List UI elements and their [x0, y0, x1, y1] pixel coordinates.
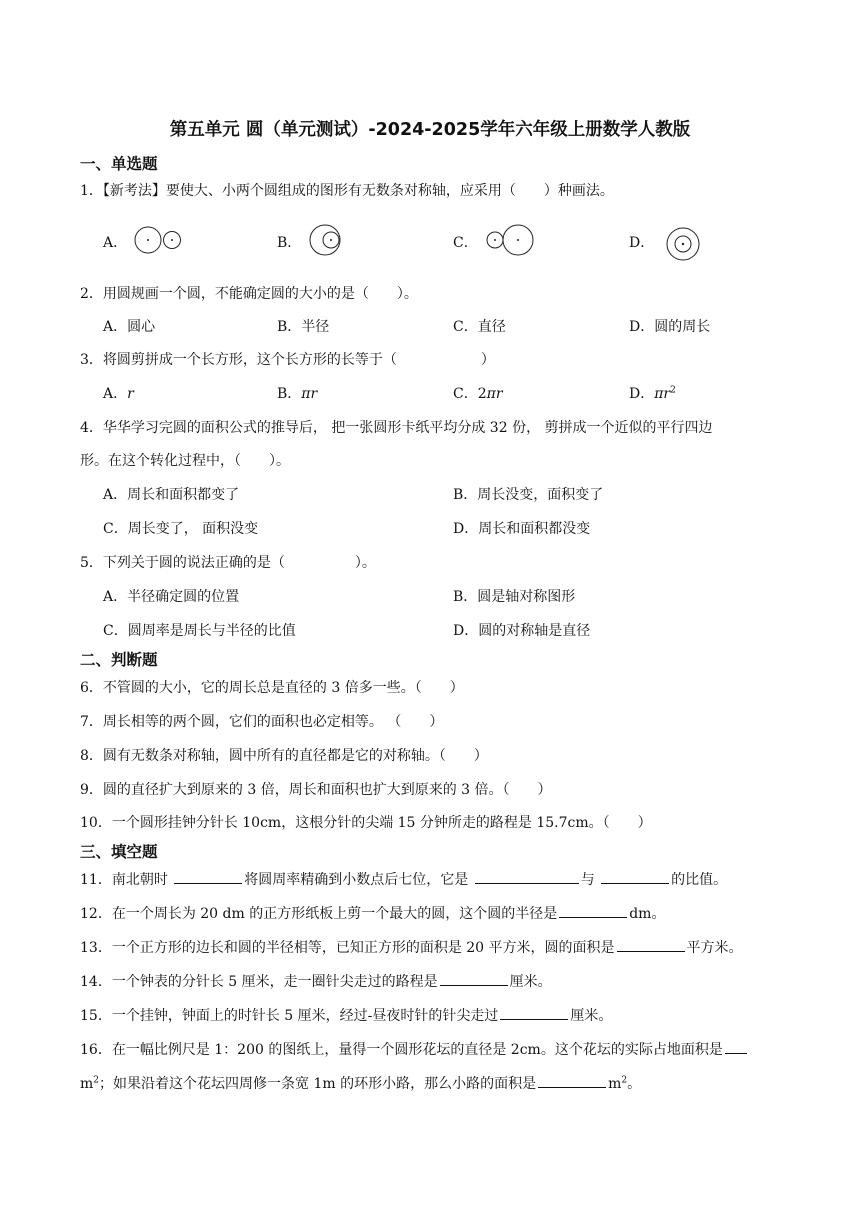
q3-option-c-coefficient: 2: [477, 386, 487, 402]
q15-text-a: 15．一个挂钟，钟面上的时针长 5 厘米，经过-昼夜时针的针尖走过: [80, 1008, 499, 1024]
q3-option-a: [103, 383, 134, 403]
question-14: [80, 971, 552, 991]
q3-option-d-exponent: 2: [670, 385, 676, 396]
q4-option-d: D．周长和面积都没变: [453, 521, 591, 537]
page-title: 第五单元 圆（单元测试）-2024-2025学年六年级上册数学人教版: [169, 120, 691, 140]
q15-text-b: 厘米。: [570, 1008, 613, 1024]
question-10: 10．一个圆形挂钟分针长 10cm，这根分针的尖端 15 分钟所走的路程是 15.7cm。（ ）: [80, 815, 652, 831]
q11-text-b: 将圆周率精确到小数点后七位，它是: [244, 872, 473, 888]
question-2: 2．用圆规画一个圆，不能确定圆的大小的是（ ）。: [80, 286, 418, 302]
q16-blank-2[interactable]: [538, 1073, 606, 1088]
q11-text-c: 与: [580, 872, 600, 888]
q11-text-d: 的比值。: [671, 872, 728, 888]
q16-unit-1: m: [80, 1076, 94, 1092]
q4-option-b: B．周长没变，面积变了: [453, 487, 604, 503]
question-3: 3．将圆剪拼成一个长方形，这个长方形的长等于（ ）: [80, 352, 495, 368]
q16-text-a: 16．在一幅比例尺是 1：200 的图纸上，量得一个圆形花坛的直径是 2cm。这个花坛的实际占地面积是: [80, 1042, 723, 1058]
section-heading-fill-in: 三、填空题: [80, 843, 158, 861]
q3-option-c: [453, 383, 503, 403]
question-8: 8．圆有无数条对称轴，圆中所有的直径都是它的对称轴。（ ）: [80, 748, 488, 764]
q1-option-a-figure: [130, 225, 186, 257]
q11-blank-1[interactable]: [174, 869, 242, 884]
q12-blank[interactable]: [559, 903, 627, 918]
question-15: [80, 1005, 612, 1025]
q2-option-d: D．圆的周长: [629, 319, 711, 335]
q16-unit-2-exponent: 2: [621, 1075, 628, 1086]
q3-option-c-value: πr: [486, 386, 503, 402]
section-heading-single-choice: 一、单选题: [80, 155, 158, 173]
q16-unit-1-exponent: 2: [93, 1075, 100, 1086]
q1-option-d-label: D．: [629, 235, 655, 251]
q3-option-b: [277, 383, 317, 403]
q11-text-a: 11．南北朝时: [80, 872, 173, 888]
question-5: 5．下列关于圆的说法正确的是（ ）。: [80, 555, 376, 571]
q15-blank[interactable]: [500, 1005, 568, 1020]
question-13: [80, 937, 743, 957]
q13-text-b: 平方米。: [686, 940, 743, 956]
q16-blank-1[interactable]: [725, 1039, 747, 1054]
q3-option-d-value: πr: [654, 386, 671, 402]
q1-option-c-label: C．: [453, 235, 478, 251]
question-16-line-1: [80, 1039, 749, 1059]
q4-option-a: A．周长和面积都变了: [103, 487, 240, 503]
q12-text-a: 12．在一个周长为 20 dm 的正方形纸板上剪一个最大的圆，这个圆的半径是: [80, 906, 558, 922]
q16-text-e: 。: [627, 1076, 642, 1092]
q1-option-d-figure: [664, 225, 702, 263]
question-1: 1．【新考法】要使大、小两个圆组成的图形有无数条对称轴，应采用（ ）种画法。: [80, 183, 614, 199]
q3-option-a-value: r: [127, 386, 134, 402]
question-16-line-2: [80, 1073, 641, 1093]
q2-option-b: B．半径: [277, 319, 330, 335]
q5-option-a: A．半径确定圆的位置: [103, 589, 240, 605]
q14-text-a: 14．一个钟表的分针长 5 厘米，走一圈针尖走过的路程是: [80, 974, 438, 990]
q2-option-a: A．圆心: [103, 319, 156, 335]
q13-blank[interactable]: [617, 937, 685, 952]
q1-option-b-label: B．: [277, 235, 302, 251]
q3-option-c-label: C．: [453, 386, 478, 402]
q1-option-a-label: A．: [103, 235, 128, 251]
q16-text-c: ；如果沿着这个花坛四周修一条宽 1m 的环形小路，那么小路的面积是: [99, 1076, 537, 1092]
q14-blank[interactable]: [440, 971, 508, 986]
question-6: 6．不管圆的大小，它的周长总是直径的 3 倍多一些。（ ）: [80, 680, 464, 696]
q3-option-d: [629, 383, 676, 403]
question-11: [80, 869, 727, 889]
q5-option-d: D．圆的对称轴是直径: [453, 623, 591, 639]
q13-text-a: 13．一个正方形的边长和圆的半径相等，已知正方形的面积是 20 平方米，圆的面积是: [80, 940, 615, 956]
q3-option-b-value: πr: [301, 386, 318, 402]
question-4-line-1: 4．华华学习完圆的面积公式的推导后， 把一张圆形卡纸平均分成 32 份， 剪拼成一个近似的平行四边: [80, 420, 713, 436]
question-12: [80, 903, 665, 923]
q5-option-b: B．圆是轴对称图形: [453, 589, 576, 605]
q2-option-c: C．直径: [453, 319, 506, 335]
q11-blank-2[interactable]: [475, 869, 579, 884]
section-heading-true-false: 二、判断题: [80, 651, 158, 669]
q3-option-b-label: B．: [277, 386, 302, 402]
q11-blank-3[interactable]: [601, 869, 669, 884]
q16-unit-2: m: [608, 1076, 622, 1092]
q4-option-c: C．周长变了， 面积没变: [103, 521, 259, 537]
q5-option-c: C．圆周率是周长与半径的比值: [103, 623, 296, 639]
q1-option-b-figure: [305, 222, 345, 258]
q3-option-a-label: A．: [103, 386, 128, 402]
question-4-line-2: 形。在这个转化过程中，（ ）。: [80, 453, 290, 469]
q14-text-b: 厘米。: [509, 974, 552, 990]
q3-option-d-label: D．: [629, 386, 655, 402]
q12-text-b: dm。: [629, 906, 666, 922]
question-9: 9．圆的直径扩大到原来的 3 倍，周长和面积也扩大到原来的 3 倍。（ ）: [80, 782, 552, 798]
question-7: 7．周长相等的两个圆，它们的面积也必定相等。 （ ）: [80, 714, 444, 730]
q1-option-c-figure: [482, 222, 540, 258]
